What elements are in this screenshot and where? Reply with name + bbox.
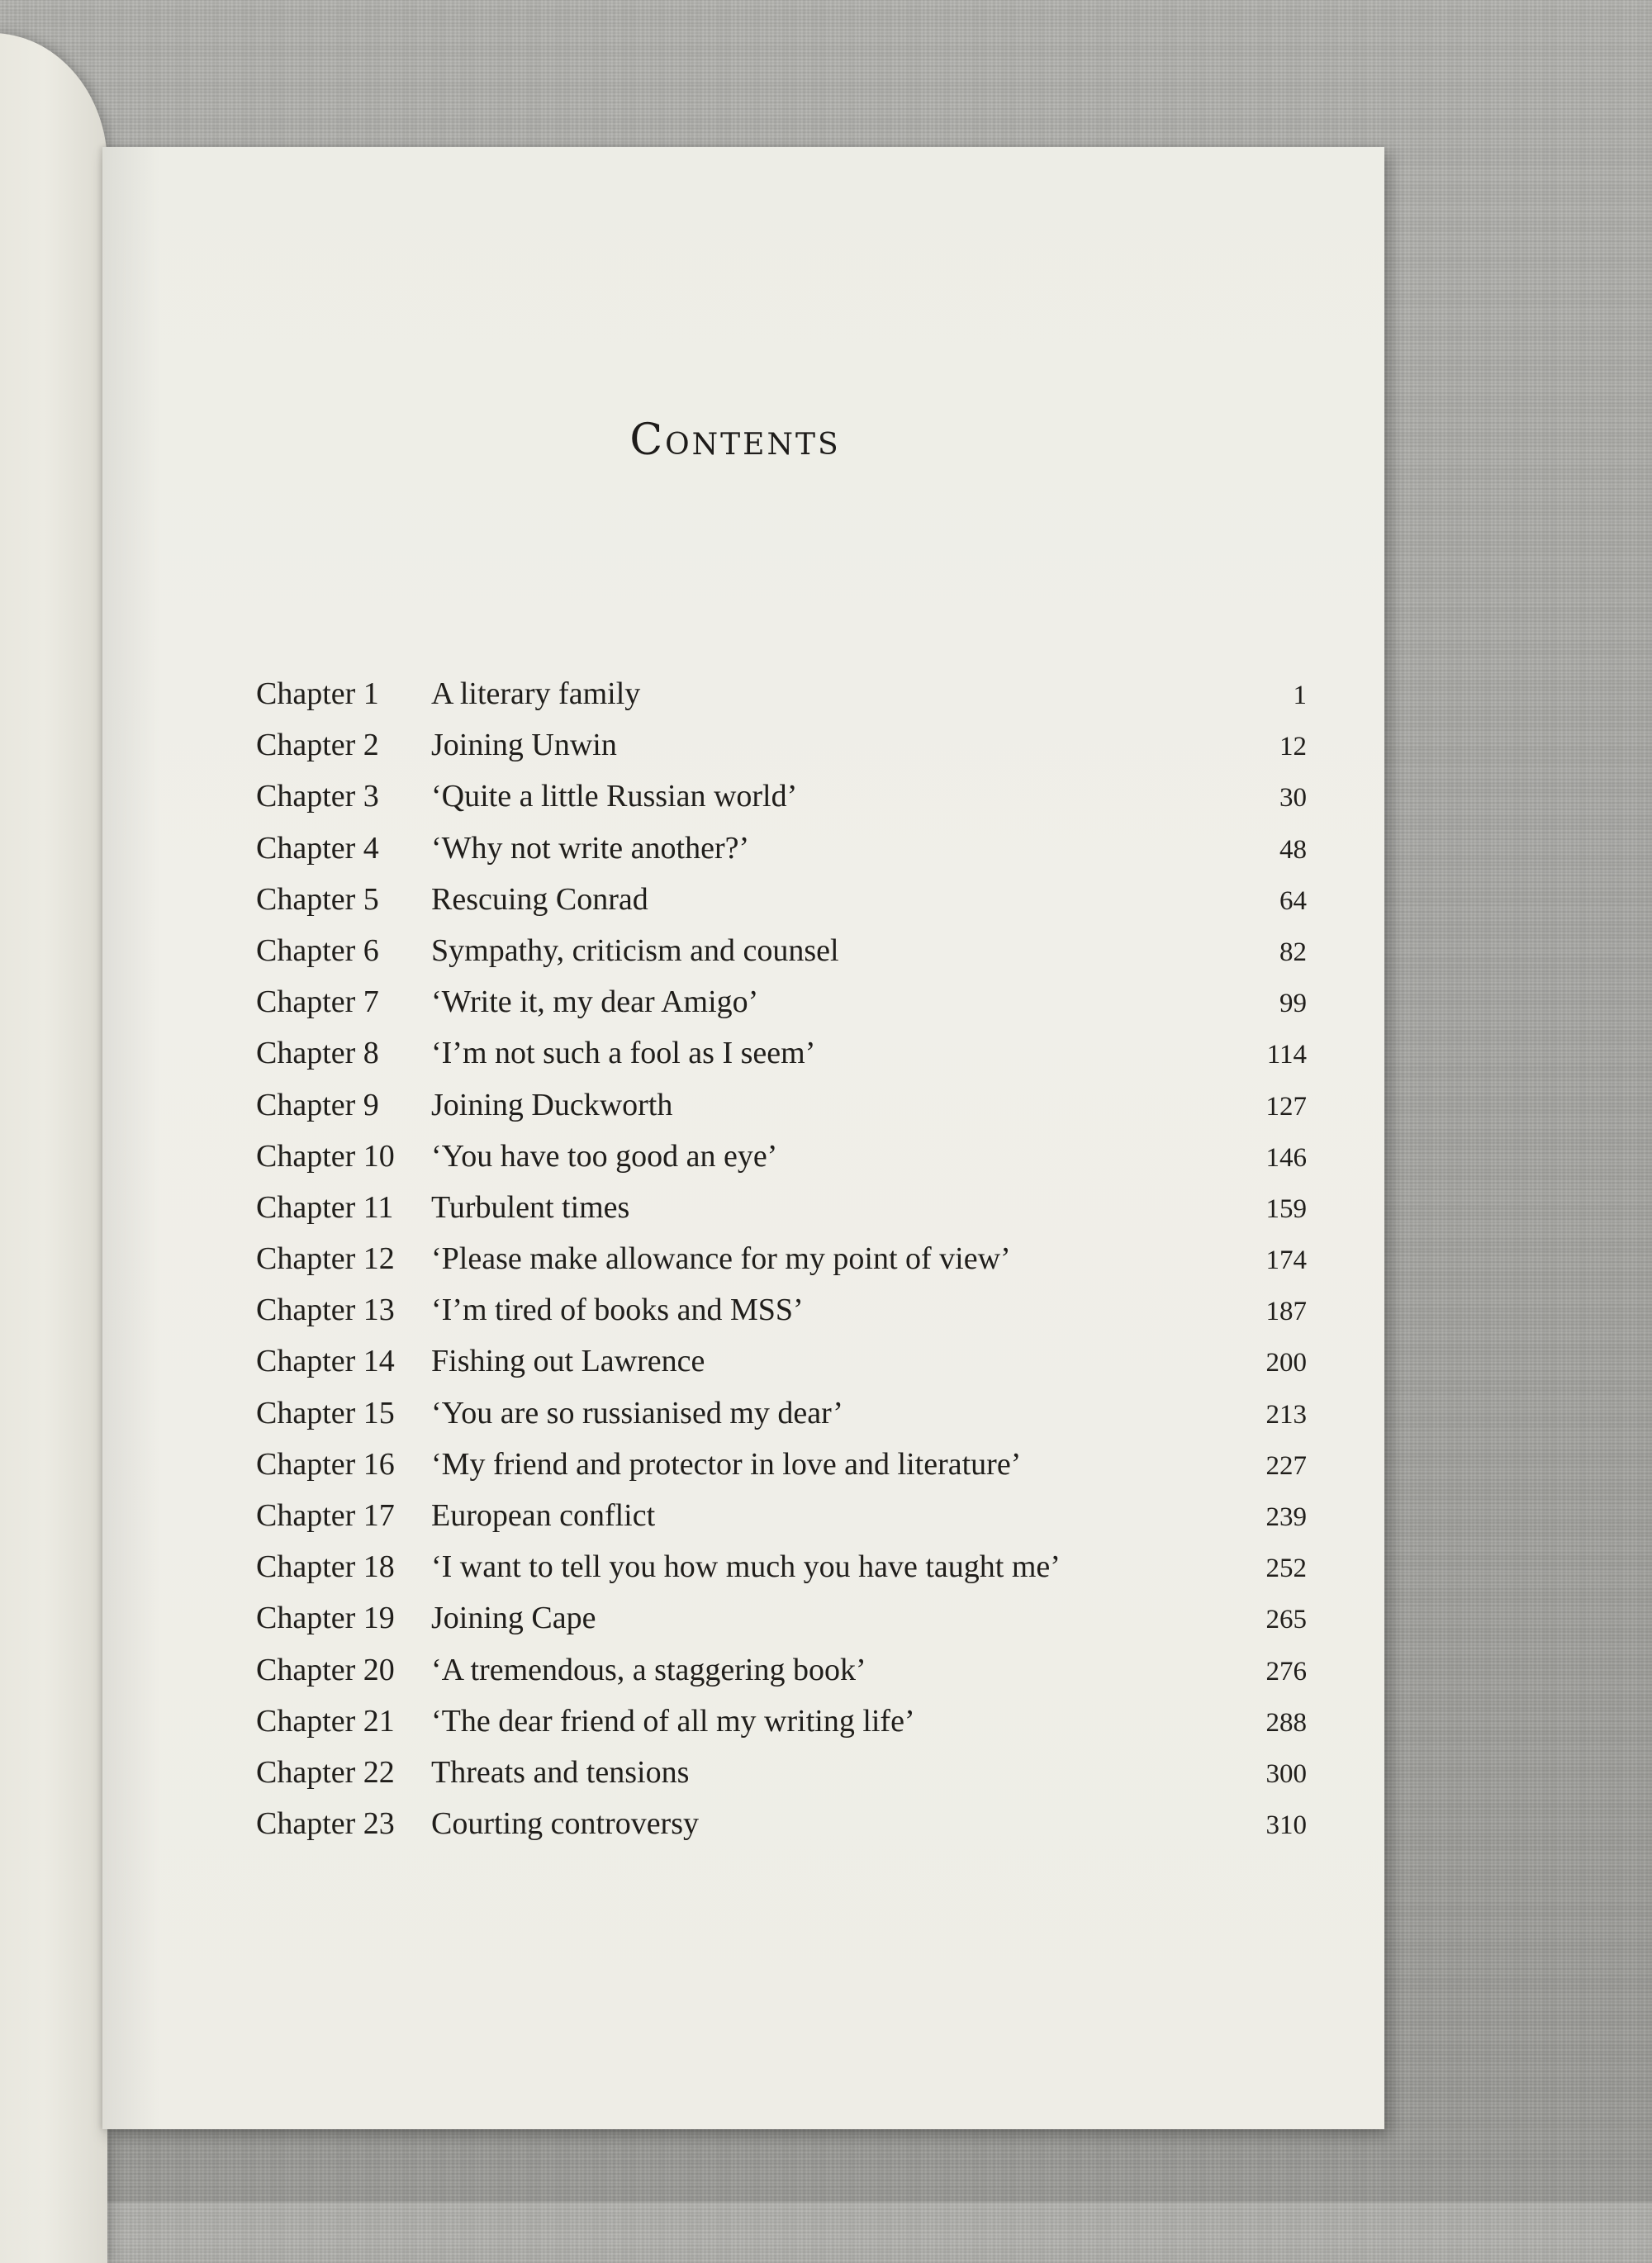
toc-entry xyxy=(256,830,1313,881)
chapter-page-number: 276 xyxy=(1265,1656,1307,1687)
chapter-title: Joining Cape xyxy=(431,1601,596,1636)
toc-entry xyxy=(256,1446,1313,1497)
chapter-title: A literary family xyxy=(431,676,641,711)
left-page-edge xyxy=(0,33,107,2263)
chapter-title: ‘A tremendous, a staggering book’ xyxy=(431,1652,866,1687)
chapter-page-number: 159 xyxy=(1265,1193,1307,1224)
contents-page xyxy=(102,147,1384,2129)
chapter-title: Joining Unwin xyxy=(431,728,617,763)
toc-entry xyxy=(256,778,1313,829)
chapter-page-number: 127 xyxy=(1265,1091,1307,1122)
chapter-page-number: 227 xyxy=(1265,1450,1307,1481)
toc-entry xyxy=(256,727,1313,778)
chapter-page-number: 300 xyxy=(1265,1758,1307,1789)
chapter-title: Sympathy, criticism and counsel xyxy=(431,932,839,968)
chapter-title: European conflict xyxy=(431,1498,656,1533)
chapter-label: Chapter 10 xyxy=(256,1138,395,1174)
chapter-label: Chapter 2 xyxy=(256,728,379,763)
chapter-page-number: 146 xyxy=(1265,1142,1307,1173)
chapter-title: ‘The dear friend of all my writing life’ xyxy=(431,1703,915,1739)
chapter-label: Chapter 17 xyxy=(256,1498,395,1533)
toc-entry xyxy=(256,1703,1313,1754)
chapter-label: Chapter 13 xyxy=(256,1293,395,1328)
toc-entry xyxy=(256,1241,1313,1292)
chapter-title: ‘You are so russianised my dear’ xyxy=(431,1395,843,1430)
chapter-label: Chapter 9 xyxy=(256,1087,379,1122)
toc-entry xyxy=(256,1600,1313,1651)
toc-entry xyxy=(256,1035,1313,1086)
chapter-page-number: 82 xyxy=(1279,937,1307,967)
chapter-page-number: 1 xyxy=(1293,681,1307,710)
chapter-label: Chapter 22 xyxy=(256,1754,395,1790)
chapter-label: Chapter 18 xyxy=(256,1549,395,1585)
chapter-label: Chapter 21 xyxy=(256,1703,395,1739)
toc-entry xyxy=(256,1343,1313,1394)
toc-entry xyxy=(256,1292,1313,1343)
chapter-label: Chapter 15 xyxy=(256,1395,395,1430)
chapter-page-number: 200 xyxy=(1265,1348,1307,1378)
chapter-title: ‘My friend and protector in love and literature’ xyxy=(431,1446,1022,1482)
chapter-page-number: 64 xyxy=(1279,885,1307,916)
table-of-contents xyxy=(256,676,1313,1857)
chapter-title: ‘I’m not such a fool as I seem’ xyxy=(431,1036,816,1071)
chapter-label: Chapter 5 xyxy=(256,881,379,917)
chapter-title: Courting controversy xyxy=(431,1806,700,1842)
toc-entry xyxy=(256,1805,1313,1857)
chapter-title: Threats and tensions xyxy=(431,1754,690,1790)
chapter-label: Chapter 7 xyxy=(256,984,379,1020)
toc-entry xyxy=(256,1138,1313,1189)
chapter-page-number: 252 xyxy=(1265,1554,1307,1584)
toc-entry xyxy=(256,676,1313,727)
toc-entry xyxy=(256,984,1313,1035)
chapter-label: Chapter 12 xyxy=(256,1241,395,1277)
chapter-title: ‘I want to tell you how much you have taught me’ xyxy=(431,1549,1061,1585)
chapter-title: ‘Quite a little Russian world’ xyxy=(431,779,798,814)
chapter-label: Chapter 6 xyxy=(256,932,379,968)
chapter-page-number: 12 xyxy=(1279,732,1307,762)
chapter-title: Rescuing Conrad xyxy=(431,881,648,917)
chapter-title: Fishing out Lawrence xyxy=(431,1344,705,1379)
chapter-label: Chapter 16 xyxy=(256,1446,395,1482)
chapter-label: Chapter 19 xyxy=(256,1601,395,1636)
toc-entry xyxy=(256,1189,1313,1241)
chapter-page-number: 213 xyxy=(1265,1399,1307,1430)
chapter-title: ‘I’m tired of books and MSS’ xyxy=(431,1293,804,1328)
chapter-label: Chapter 4 xyxy=(256,830,379,866)
chapter-title: ‘Please make allowance for my point of view’ xyxy=(431,1241,1011,1277)
toc-entry xyxy=(256,1395,1313,1446)
chapter-page-number: 174 xyxy=(1265,1245,1307,1276)
chapter-label: Chapter 14 xyxy=(256,1344,395,1379)
chapter-label: Chapter 23 xyxy=(256,1806,395,1842)
chapter-page-number: 265 xyxy=(1265,1605,1307,1635)
toc-entry xyxy=(256,881,1313,932)
chapter-page-number: 30 xyxy=(1279,783,1307,814)
chapter-page-number: 99 xyxy=(1279,989,1307,1019)
chapter-page-number: 114 xyxy=(1266,1040,1307,1070)
chapter-page-number: 310 xyxy=(1265,1810,1307,1841)
chapter-title: Turbulent times xyxy=(431,1189,630,1225)
chapter-label: Chapter 20 xyxy=(256,1652,395,1687)
chapter-title: ‘Write it, my dear Amigo’ xyxy=(431,984,759,1020)
chapter-title: Joining Duckworth xyxy=(431,1087,673,1122)
chapter-page-number: 48 xyxy=(1279,834,1307,865)
chapter-title: ‘Why not write another?’ xyxy=(431,830,750,866)
toc-entry xyxy=(256,1497,1313,1549)
chapter-page-number: 239 xyxy=(1265,1502,1307,1532)
toc-entry xyxy=(256,1754,1313,1805)
toc-entry xyxy=(256,1549,1313,1600)
chapter-label: Chapter 1 xyxy=(256,676,379,711)
chapter-title: ‘You have too good an eye’ xyxy=(431,1138,778,1174)
chapter-label: Chapter 8 xyxy=(256,1036,379,1071)
toc-entry xyxy=(256,1652,1313,1703)
chapter-label: Chapter 3 xyxy=(256,779,379,814)
toc-entry xyxy=(256,1087,1313,1138)
chapter-page-number: 187 xyxy=(1265,1297,1307,1327)
chapter-page-number: 288 xyxy=(1265,1707,1307,1738)
page-title: Contents xyxy=(629,415,841,465)
chapter-label: Chapter 11 xyxy=(256,1189,394,1225)
toc-entry xyxy=(256,932,1313,984)
